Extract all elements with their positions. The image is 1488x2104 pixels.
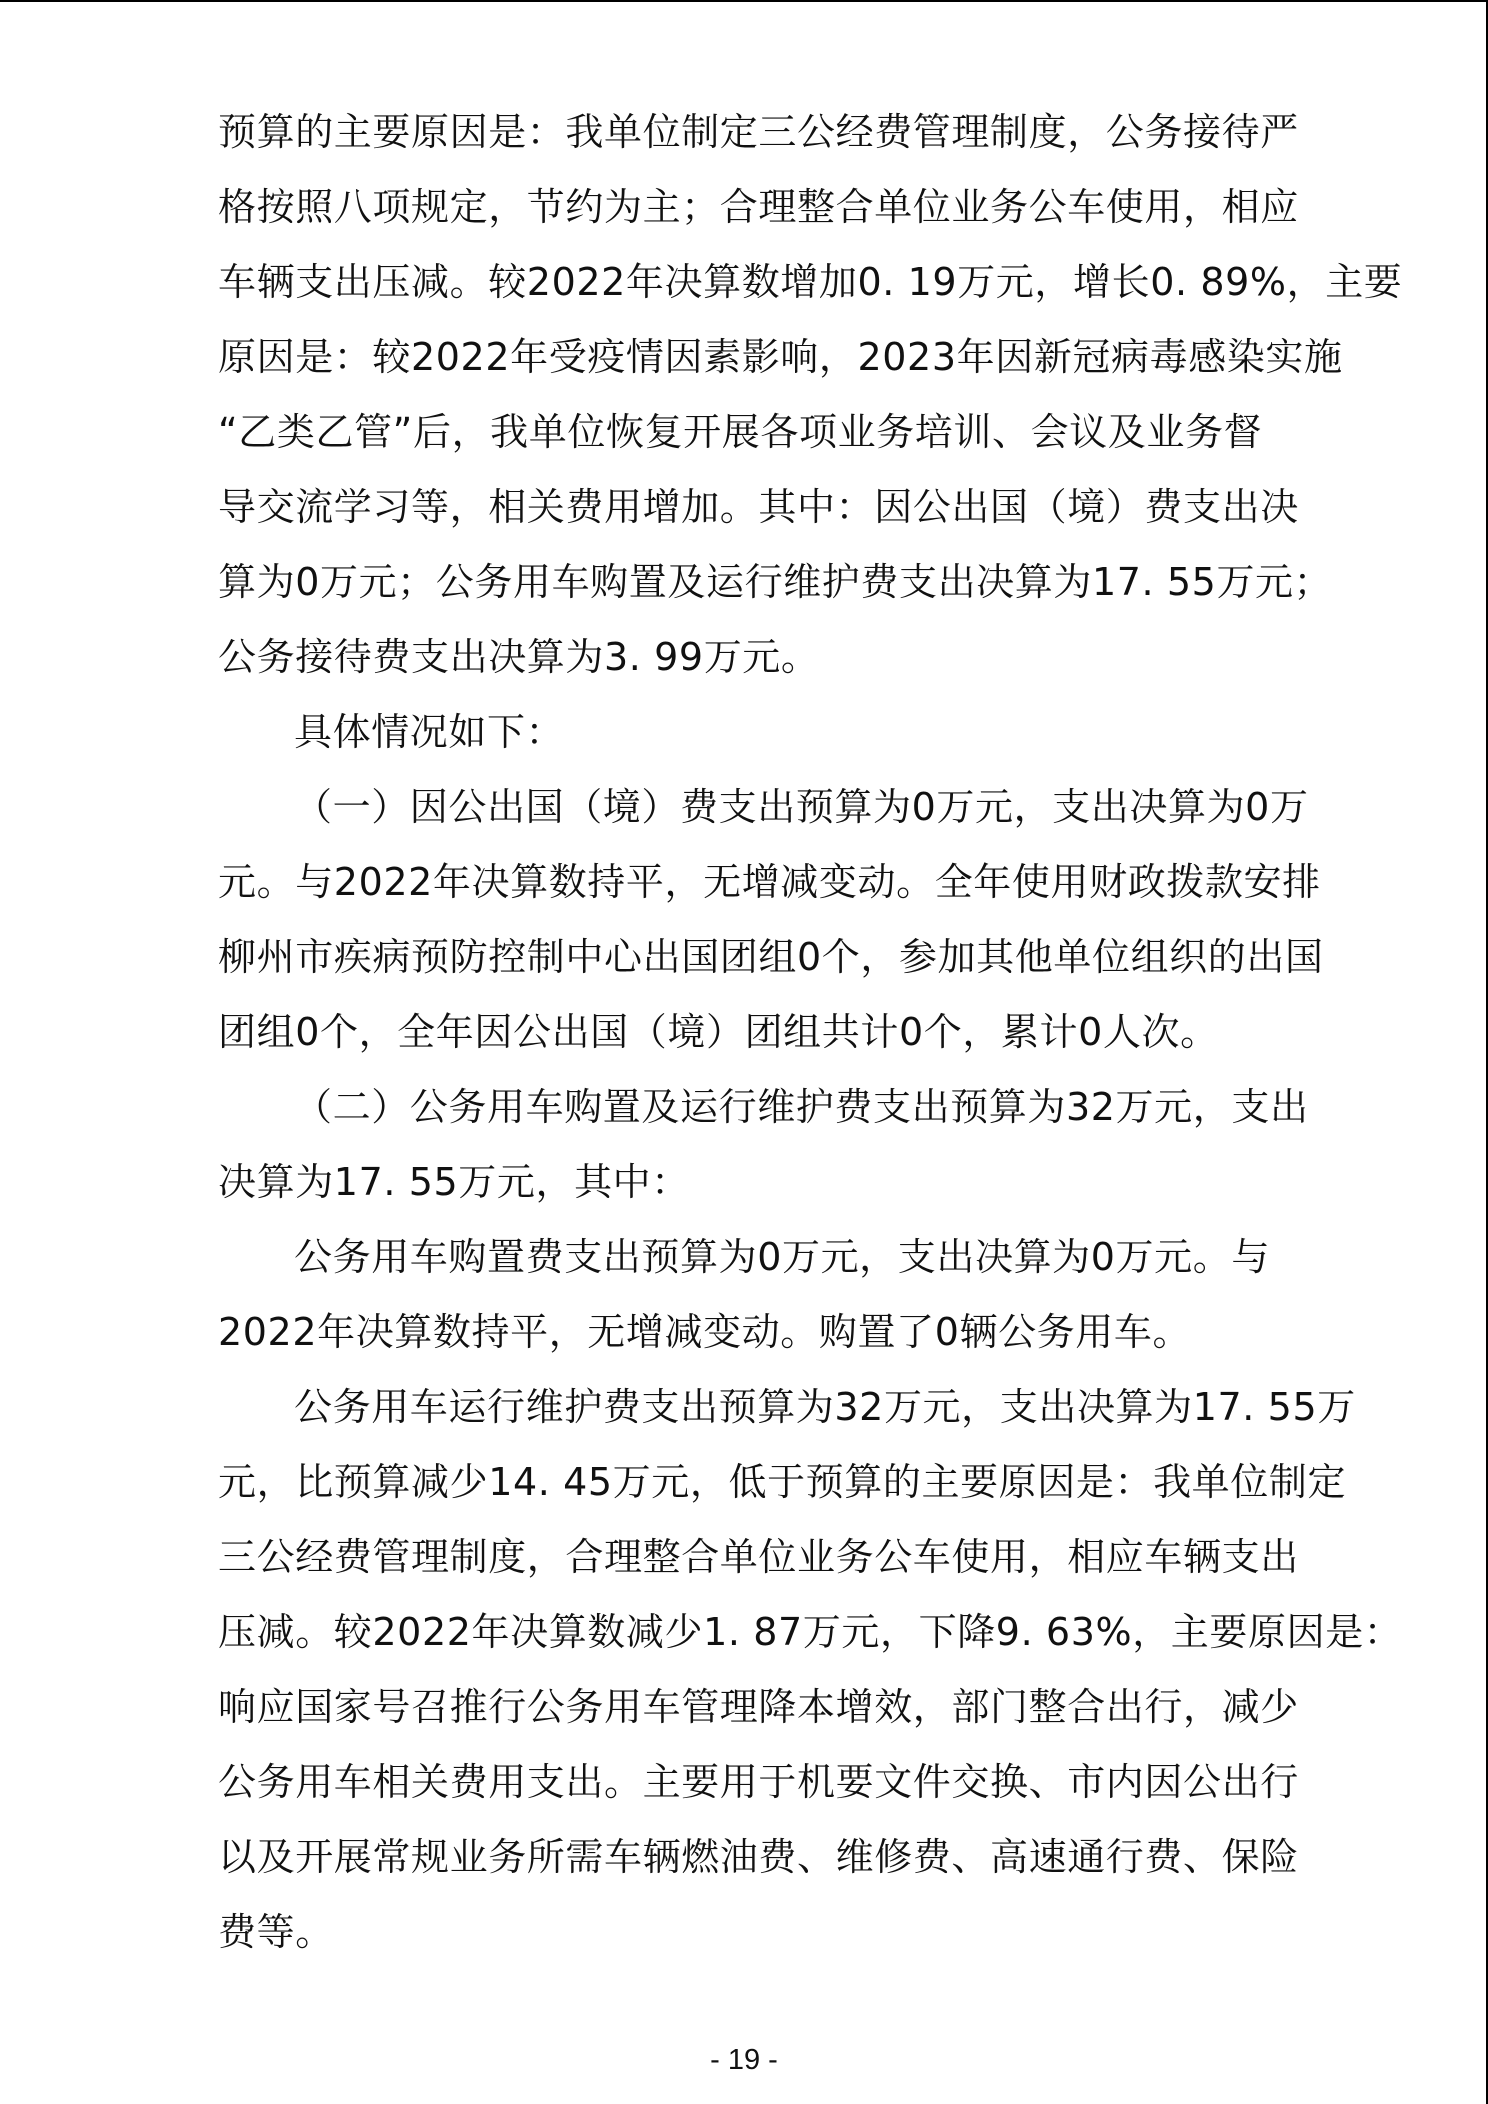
text-line: 以及开展常规业务所需车辆燃油费、维修费、高速通行费、保险 — [218, 1835, 1299, 1879]
text-line: 2022年决算数持平，无增减变动。购置了0辆公务用车。 — [218, 1310, 1192, 1354]
text-line: 团组0个，全年因公出国（境）团组共计0个，累计0人次。 — [218, 1010, 1219, 1054]
text-line: 公务用车运行维护费支出预算为32万元，支出决算为17. 55万 — [294, 1385, 1356, 1429]
text-line: （一）因公出国（境）费支出预算为0万元，支出决算为0万 — [294, 785, 1309, 829]
text-line: 公务接待费支出决算为3. 99万元。 — [218, 635, 820, 679]
text-line: “乙类乙管”后，我单位恢复开展各项业务培训、会议及业务督 — [218, 410, 1263, 454]
text-line: 具体情况如下： — [294, 710, 565, 754]
text-line: （二）公务用车购置及运行维护费支出预算为32万元，支出 — [294, 1085, 1309, 1129]
text-line: 原因是：较2022年受疫情因素影响，2023年因新冠病毒感染实施 — [218, 335, 1343, 379]
text-line: 元。与2022年决算数持平，无增减变动。全年使用财政拨款安排 — [218, 860, 1321, 904]
text-line: 导交流学习等，相关费用增加。其中：因公出国（境）费支出决 — [218, 485, 1299, 529]
text-line: 公务用车购置费支出预算为0万元，支出决算为0万元。与 — [294, 1235, 1270, 1279]
text-line: 压减。较2022年决算数减少1. 87万元，下降9. 63%，主要原因是： — [218, 1610, 1403, 1654]
text-line: 算为0万元；公务用车购置及运行维护费支出决算为17. 55万元； — [218, 560, 1333, 604]
text-line: 公务用车相关费用支出。主要用于机要文件交换、市内因公出行 — [218, 1760, 1299, 1804]
text-line: 柳州市疾病预防控制中心出国团组0个，参加其他单位组织的出国 — [218, 935, 1324, 979]
text-line: 车辆支出压减。较2022年决算数增加0. 19万元，增长0. 89%，主要 — [218, 260, 1403, 304]
text-line: 格按照八项规定，节约为主；合理整合单位业务公车使用，相应 — [218, 185, 1299, 229]
text-line: 决算为17. 55万元，其中： — [218, 1160, 690, 1204]
text-line: 三公经费管理制度，合理整合单位业务公车使用，相应车辆支出 — [218, 1535, 1299, 1579]
text-line: 元，比预算减少14. 45万元，低于预算的主要原因是：我单位制定 — [218, 1460, 1347, 1504]
text-line: 响应国家号召推行公务用车管理降本增效，部门整合出行，减少 — [218, 1685, 1299, 1729]
body-text — [218, 95, 1403, 1970]
page-number: - 19 - — [710, 2044, 778, 2076]
text-line: 预算的主要原因是：我单位制定三公经费管理制度，公务接待严 — [218, 110, 1299, 154]
text-line: 费等。 — [218, 1910, 334, 1954]
